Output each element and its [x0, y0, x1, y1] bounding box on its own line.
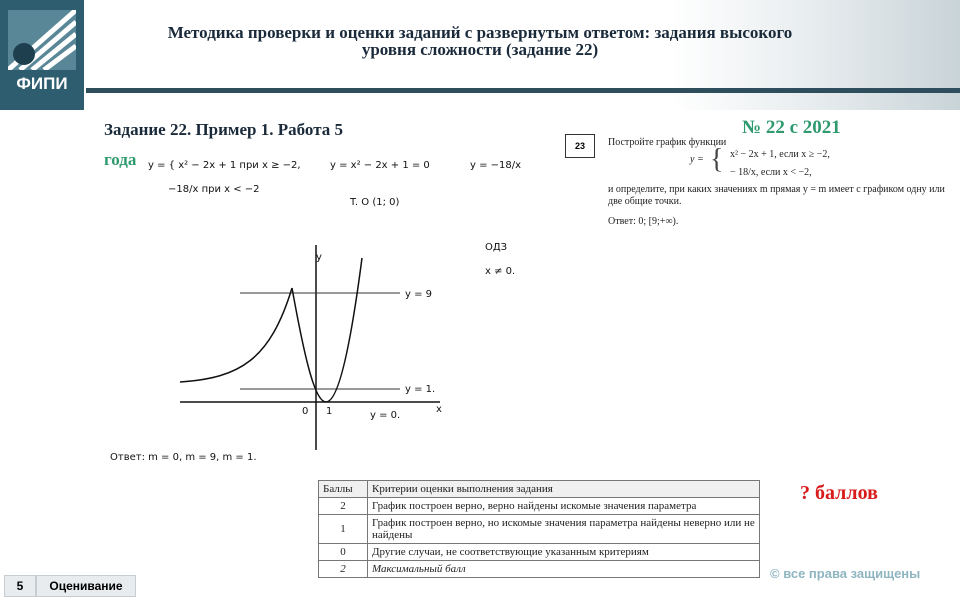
criteria-score: 2: [319, 561, 368, 578]
hw-system-bottom: −18/x при x < −2: [168, 184, 260, 195]
hw-vertex: T. O (1; 0): [350, 197, 400, 208]
formula-row1: x² − 2x + 1, если x ≥ −2,: [730, 149, 830, 160]
task-condition: и определите, при каких значениях m прямая y = m имеет с графиком одну или две общие точки.: [608, 184, 945, 207]
table-row: [319, 498, 760, 515]
table-row: [319, 561, 760, 578]
criteria-table: [318, 480, 760, 578]
criteria-score: 0: [319, 544, 368, 561]
slide-number: 5: [4, 575, 36, 597]
header-divider: [86, 88, 960, 93]
page-title: Методика проверки и оценки заданий с развернутым ответом: задания высокого уровня сложности (задание 22): [167, 23, 793, 59]
task-number-box: 23: [565, 134, 595, 158]
table-row: [319, 544, 760, 561]
logo-stripes-icon: [8, 10, 76, 70]
task-statement: Постройте график функции: [608, 137, 727, 148]
task-answer: Ответ: 0; [9;+∞).: [608, 216, 679, 227]
hw-answer: Ответ: m = 0, m = 9, m = 1.: [110, 452, 257, 463]
example-title: Задание 22. Пример 1. Работа 5: [104, 120, 344, 139]
criteria-score: 2: [319, 498, 368, 515]
task-reference: № 22 с 2021: [742, 117, 841, 138]
label-y0: y = 0.: [370, 410, 401, 421]
criteria-text: График построен верно, верно найдены искомые значения параметра: [368, 498, 760, 515]
copyright-notice: © все права защищены: [770, 566, 921, 581]
hw-hyperbola: y = −18/x: [470, 160, 522, 171]
criteria-text: Максимальный балл: [368, 561, 760, 578]
axis-y-label: y: [316, 252, 322, 263]
hyperbola-branch: [180, 288, 292, 382]
table-row: [319, 515, 760, 544]
axis-x-label: x: [436, 404, 442, 415]
criteria-header-row: [319, 481, 760, 498]
criteria-score: 1: [319, 515, 368, 544]
handwritten-solution: [100, 150, 540, 470]
criteria-header-score: Баллы: [319, 481, 368, 498]
score-question: ? баллов: [800, 482, 878, 504]
tick-1: 1: [326, 406, 333, 417]
logo-text: ФИПИ: [16, 74, 68, 93]
hw-system-top: y = { x² − 2x + 1 при x ≥ −2,: [148, 160, 301, 171]
criteria-text: График построен верно, но искомые значения параметра найдены неверно или не найдены: [368, 515, 760, 544]
criteria-header-text: Критерии оценки выполнения задания: [368, 481, 760, 498]
label-y1: y = 1.: [405, 384, 436, 395]
label-y9: y = 9: [405, 289, 433, 300]
hw-parabola: y = x² − 2x + 1 = 0: [330, 160, 430, 171]
parabola-branch: [292, 258, 362, 402]
criteria-text: Другие случаи, не соответствующие указанным критериям: [368, 544, 760, 561]
formula-row2: − 18/x, если x < −2,: [730, 167, 812, 178]
example-year: года: [104, 150, 137, 169]
fipi-logo: [0, 0, 84, 110]
hw-odz: ОДЗ: [485, 242, 508, 253]
section-label: Оценивание: [36, 575, 136, 597]
task-formula: y = { x² − 2x + 1, если x ≥ −2, − 18/x, если x < −2,: [690, 144, 830, 178]
tick-0: 0: [302, 406, 309, 417]
hw-odz-condition: x ≠ 0.: [485, 266, 516, 277]
